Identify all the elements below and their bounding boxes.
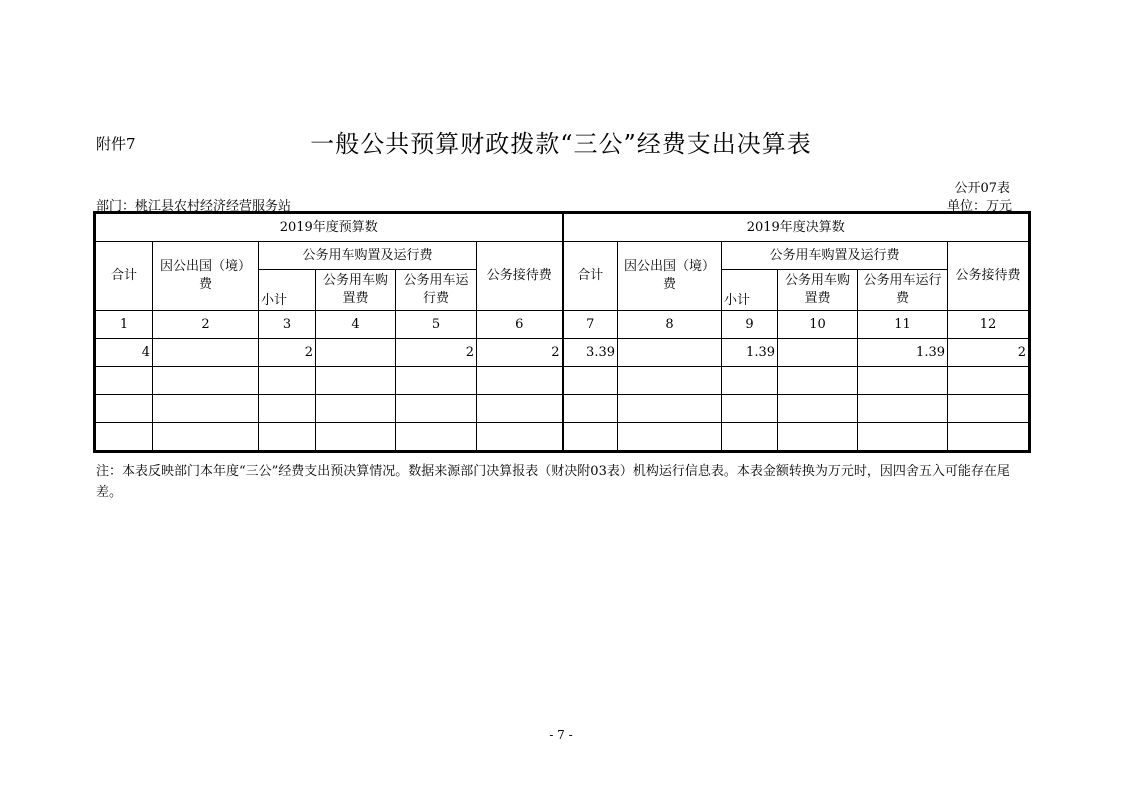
- budget-group-header: 2019年度预算数: [96, 214, 563, 242]
- budget-operation-header: 公务用车运行费: [396, 270, 477, 311]
- table-cell: [316, 423, 396, 451]
- budget-abroad-header: 因公出国（境）费: [153, 242, 259, 311]
- table-cell: [259, 423, 316, 451]
- table-cell: [396, 367, 477, 395]
- table-cell: 2: [948, 339, 1029, 367]
- table-cell: [477, 367, 563, 395]
- column-number: 8: [618, 311, 722, 339]
- actual-abroad-header: 因公出国（境）费: [618, 242, 722, 311]
- table-cell: [153, 367, 259, 395]
- table-row: [96, 339, 1029, 367]
- form-code: 公开07表: [954, 181, 1010, 196]
- table-row: [96, 367, 1029, 395]
- table-cell: [153, 339, 259, 367]
- table-cell: 3.39: [563, 339, 618, 367]
- page-number: - 7 -: [549, 728, 573, 742]
- table-cell: 1.39: [722, 339, 778, 367]
- page-title: 一般公共预算财政拨款“三公”经费支出决算表: [310, 130, 812, 158]
- table-cell: [396, 395, 477, 423]
- column-number: 1: [96, 311, 153, 339]
- actual-purchase-header: 公务用车购置费: [778, 270, 858, 311]
- table-cell: [259, 367, 316, 395]
- table-cell: [778, 423, 858, 451]
- budget-reception-header: 公务接待费: [477, 242, 563, 311]
- attachment-label: 附件7: [96, 135, 136, 153]
- table-cell: [563, 367, 618, 395]
- table-cell: [477, 423, 563, 451]
- footnote: 注：本表反映部门本年度“三公”经费支出预决算情况。数据来源部门决算报表（财决附03表）机构运行信息表。本表金额转换为万元时，因四舍五入可能存在尾差。: [96, 464, 1010, 500]
- table-cell: 1.39: [858, 339, 948, 367]
- table-cell: [722, 395, 778, 423]
- table-cell: [778, 395, 858, 423]
- table-cell: [316, 395, 396, 423]
- column-number: 10: [778, 311, 858, 339]
- budget-total-header: 合计: [96, 242, 153, 311]
- table-cell: [948, 395, 1029, 423]
- table-cell: [858, 395, 948, 423]
- table-cell: [778, 367, 858, 395]
- table-cell: [153, 395, 259, 423]
- column-number: 4: [316, 311, 396, 339]
- table-cell: [316, 339, 396, 367]
- column-number: 7: [563, 311, 618, 339]
- unit-label: 单位：万元: [946, 199, 1012, 214]
- table-cell: 4: [96, 339, 153, 367]
- actual-subtotal-header: 小计: [722, 270, 778, 311]
- table-cell: 2: [477, 339, 563, 367]
- table-cell: [858, 423, 948, 451]
- table-cell: [618, 423, 722, 451]
- department-label: 部门：桃江县农村经济经营服务站: [96, 199, 292, 214]
- table-cell: [477, 395, 563, 423]
- table-cell: [618, 367, 722, 395]
- table-cell: [259, 395, 316, 423]
- actual-reception-header: 公务接待费: [948, 242, 1029, 311]
- table-cell: [96, 423, 153, 451]
- table-row: [96, 423, 1029, 451]
- table-cell: [722, 367, 778, 395]
- table-cell: [618, 395, 722, 423]
- table-cell: [96, 367, 153, 395]
- table-cell: [948, 367, 1029, 395]
- column-number: 3: [259, 311, 316, 339]
- budget-subtotal-header: 小计: [259, 270, 316, 311]
- three-public-expense-table: [95, 213, 1029, 451]
- table-cell: [563, 395, 618, 423]
- table-row: [96, 395, 1029, 423]
- table-cell: [618, 339, 722, 367]
- column-number-row: [96, 311, 1029, 339]
- column-number: 2: [153, 311, 259, 339]
- table-cell: [948, 423, 1029, 451]
- column-number: 6: [477, 311, 563, 339]
- table-cell: 2: [259, 339, 316, 367]
- table-cell: 2: [396, 339, 477, 367]
- actual-vehicle-group-header: 公务用车购置及运行费: [722, 242, 948, 270]
- actual-operation-header: 公务用车运行费: [858, 270, 948, 311]
- budget-vehicle-group-header: 公务用车购置及运行费: [259, 242, 477, 270]
- column-number: 9: [722, 311, 778, 339]
- table-cell: [563, 423, 618, 451]
- column-number: 5: [396, 311, 477, 339]
- table-cell: [96, 395, 153, 423]
- column-number: 12: [948, 311, 1029, 339]
- table-cell: [858, 367, 948, 395]
- table-cell: [396, 423, 477, 451]
- table-cell: [316, 367, 396, 395]
- table-cell: [153, 423, 259, 451]
- budget-purchase-header: 公务用车购置费: [316, 270, 396, 311]
- table-cell: [722, 423, 778, 451]
- column-number: 11: [858, 311, 948, 339]
- actual-total-header: 合计: [563, 242, 618, 311]
- table-cell: [778, 339, 858, 367]
- actual-group-header: 2019年度决算数: [563, 214, 1029, 242]
